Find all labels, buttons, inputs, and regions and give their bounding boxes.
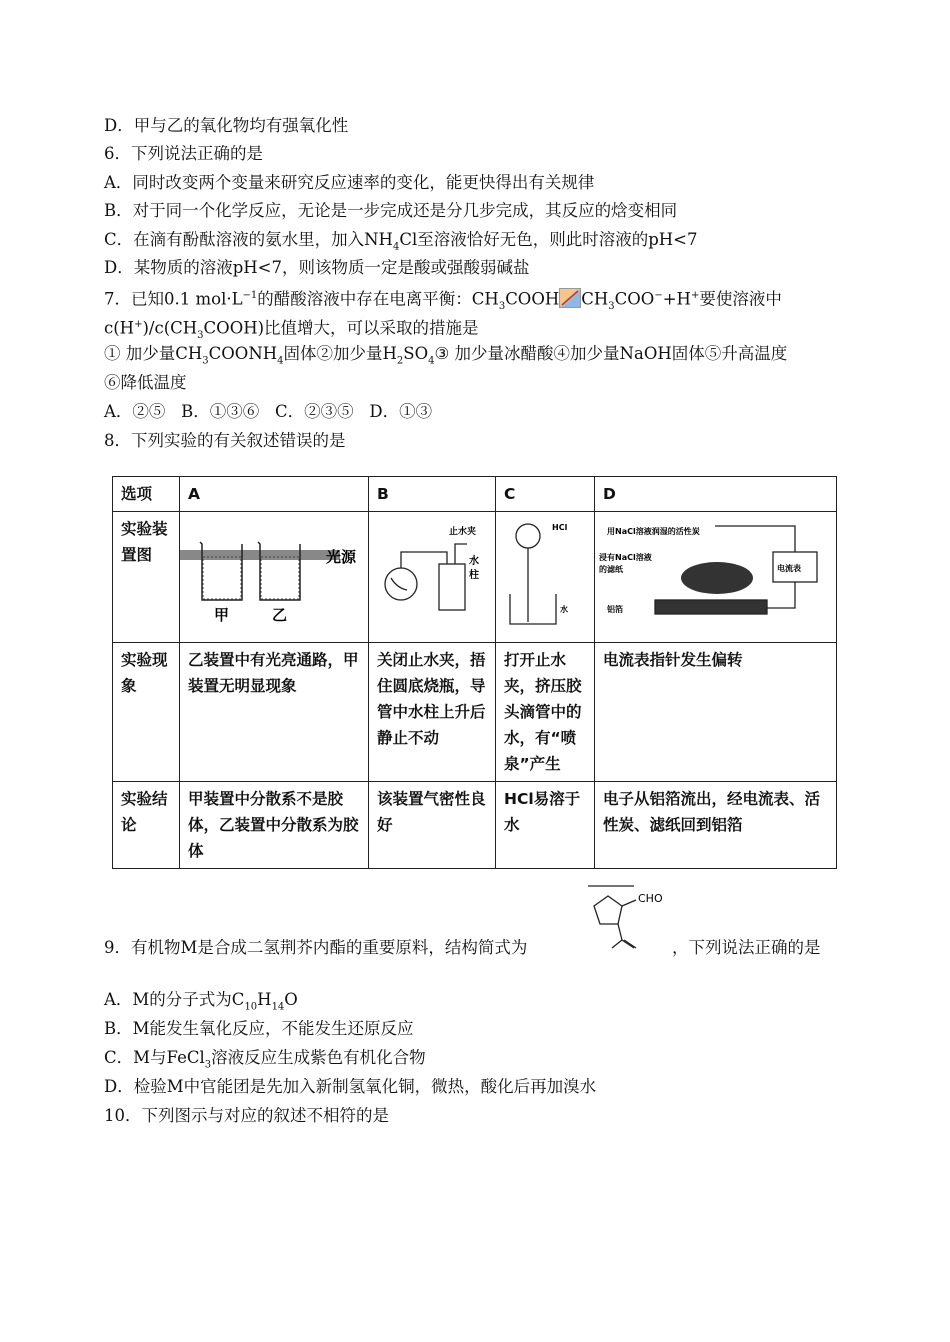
row-label-apparatus: 实验装置图 — [113, 512, 180, 643]
q6-stem: 6．下列说法正确的是 — [104, 144, 263, 163]
battery-diagram — [595, 512, 831, 634]
table-header-c: C — [496, 477, 595, 512]
cell-d-phenomenon: 电流表指针发生偏转 — [595, 643, 837, 782]
label-meter: 电流表 — [777, 564, 801, 573]
q7-measures: ① 加少量$CH_3COONH_4$固体②加少量$H_2SO_4③$ 加少量冰醋酸④加少量NaOH固体⑤升高温度 — [104, 344, 788, 367]
q9-stem-end: ，下列说法正确的是 — [672, 938, 821, 957]
label-carbon: 用NaCl溶液润湿的活性炭 — [607, 527, 700, 536]
q7-measures-2: ⑥降低温度 — [104, 373, 187, 392]
figure-a — [180, 512, 369, 643]
cell-d-conclusion: 电子从铝箔流出，经电流表、活性炭、滤纸回到铝箔 — [595, 782, 837, 869]
structure-formula-m — [586, 884, 666, 956]
cell-a-conclusion: 甲装置中分散系不是胶体，乙装置中分散系为胶体 — [180, 782, 369, 869]
q7-stem: 7．已知0.1 $mol\cdot L^{-1}$的醋酸溶液中存在电离平衡：$CH_3COOH$ $CH_3COO^-+H^+$要使溶液中 — [104, 289, 782, 312]
q6-option-c: C．在滴有酚酞溶液的氨水里，加入$NH_4Cl$至溶液恰好无色，则此时溶液的pH<7 — [104, 230, 698, 253]
q9-option-a: A．M的分子式为$C_{10}H_{14}O$ — [104, 990, 298, 1013]
q9-option-b: B．M能发生氧化反应，不能发生还原反应 — [104, 1019, 414, 1038]
label-yi: 乙 — [272, 606, 288, 624]
label-water-c: 水 — [560, 605, 568, 614]
cell-b-phenomenon: 关闭止水夹，捂住圆底烧瓶，导管中水柱上升后静止不动 — [369, 643, 496, 782]
q8-stem: 8．下列实验的有关叙述错误的是 — [104, 431, 346, 450]
table-header-d: D — [595, 477, 837, 512]
table-header-a: A — [180, 477, 369, 512]
figure-d — [595, 512, 837, 643]
q9-option-c: C．M与FeCl$_3$溶液反应生成紫色有机化合物 — [104, 1048, 426, 1071]
q6-option-d: D．某物质的溶液pH<7，则该物质一定是酸或强酸弱碱盐 — [104, 258, 530, 277]
q5-option-d: D．甲与乙的氧化物均有强氧化性 — [104, 116, 349, 135]
q6-option-a: A．同时改变两个变量来研究反应速率的变化，能更快得出有关规律 — [104, 173, 595, 192]
figure-b — [369, 512, 496, 643]
label-jia: 甲 — [214, 606, 230, 624]
cell-c-phenomenon: 打开止水夹，挤压胶头滴管中的水，有“喷泉”产生 — [496, 643, 595, 782]
q9-stem: 9．有机物M是合成二氢荆芥内酯的重要原料，结构简式为 — [104, 938, 528, 957]
experiment-table — [112, 476, 837, 869]
beakers-diagram — [180, 512, 366, 634]
label-light-source: 光源 — [326, 548, 357, 566]
figure-c — [496, 512, 595, 643]
cell-b-conclusion: 该装置气密性良好 — [369, 782, 496, 869]
fountain-diagram — [496, 512, 592, 634]
label-paper-1: 浸有NaCl溶液 — [599, 553, 652, 562]
q7-stem-2: $c(H^+)/c(CH_3COOH)$比值增大，可以采取的措施是 — [104, 318, 479, 341]
row-label-phenomenon: 实验现象 — [113, 643, 180, 782]
label-clamp: 止水夹 — [449, 527, 477, 537]
label-hcl: HCl — [552, 523, 568, 532]
row-label-conclusion: 实验结论 — [113, 782, 180, 869]
cho-label: CHO — [638, 892, 663, 905]
cell-c-conclusion: HCl易溶于水 — [496, 782, 595, 869]
label-column: 柱 — [469, 570, 479, 581]
q7-options: A．②⑤ B．①③⑥ C．②③⑤ D．①③ — [104, 402, 433, 421]
equilibrium-arrow-icon — [559, 288, 581, 308]
label-water: 水 — [469, 556, 479, 567]
q6-option-b: B．对于同一个化学反应，无论是一步完成还是分几步完成，其反应的焓变相同 — [104, 201, 678, 220]
q9-option-d: D．检验M中官能团是先加入新制氢氧化铜，微热，酸化后再加溴水 — [104, 1077, 597, 1096]
q10-stem: 10．下列图示与对应的叙述不相符的是 — [104, 1106, 389, 1125]
label-foil: 铝箔 — [607, 605, 623, 614]
label-paper-2: 的滤纸 — [599, 565, 623, 574]
table-header-option: 选项 — [113, 477, 180, 512]
table-header-b: B — [369, 477, 496, 512]
cell-a-phenomenon: 乙装置中有光亮通路，甲装置无明显现象 — [180, 643, 369, 782]
airtightness-diagram — [369, 512, 493, 634]
